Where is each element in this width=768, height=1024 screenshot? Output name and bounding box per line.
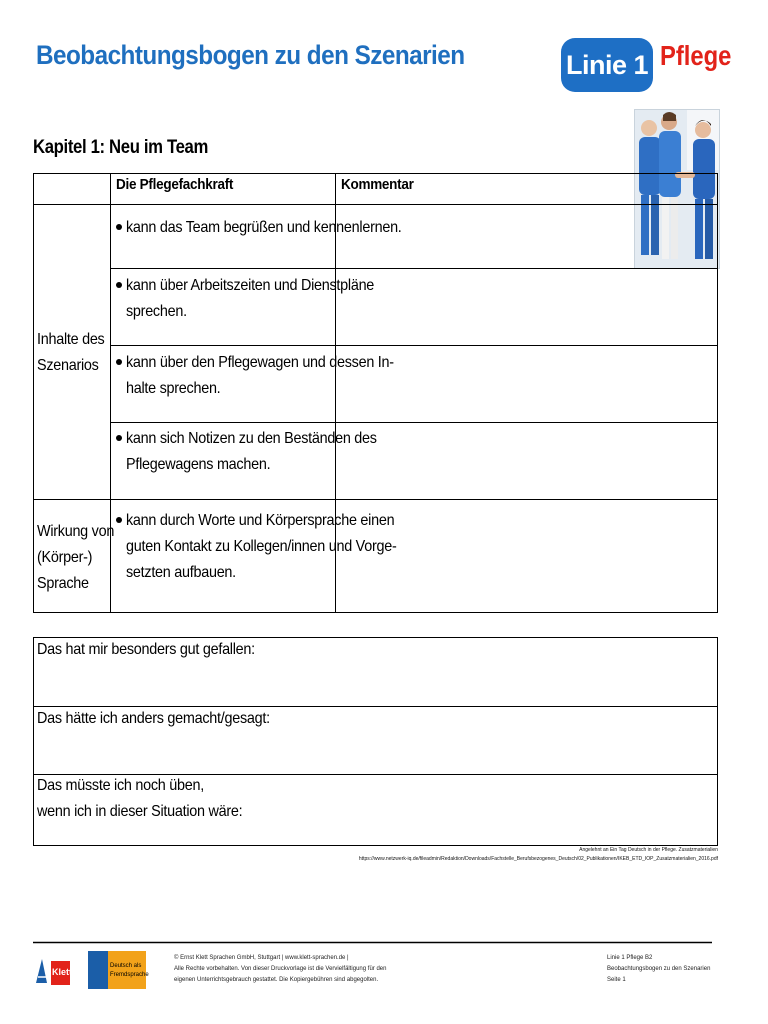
row-text: kann das Team begrüßen und kennenlernen.	[126, 219, 402, 236]
daf-logo-line: Fremdsprache	[110, 972, 149, 978]
footer-meta	[607, 953, 710, 986]
footer-copyright-line: Alle Rechte vorbehalten. Von dieser Druckvorlage ist die Vervielfältigung für den	[174, 966, 387, 972]
daf-logo-blue	[88, 951, 108, 989]
comment-cell[interactable]	[336, 346, 717, 422]
logo-pflege-word: Pflege	[660, 40, 732, 71]
daf-logo-text	[110, 962, 149, 980]
group-label-wirkung	[37, 519, 123, 597]
daf-logo	[88, 951, 149, 989]
comment-cell[interactable]	[336, 423, 717, 499]
row-text: halte sprechen.	[126, 380, 221, 397]
bullet-icon	[116, 359, 122, 365]
row-text: kann über Arbeitszeiten und Dienstpläne	[126, 277, 375, 294]
row-text: guten Kontakt zu Kollegen/innen und Vorge-	[126, 538, 397, 555]
daf-logo-line: Deutsch als	[110, 963, 142, 969]
page-title: Beobachtungsbogen zu den Szenarien	[36, 40, 465, 70]
footer-meta-line: Seite 1	[607, 977, 626, 983]
feedback-practice-line: Das müsste ich noch üben,	[37, 777, 204, 794]
footer-copyright-line: eigenen Unterrichtsgebrauch gestattet. Die Kopiergebühren sind abgegolten.	[174, 977, 379, 983]
comment-cell[interactable]	[336, 269, 717, 345]
feedback-practice-label	[37, 773, 265, 825]
comment-cell[interactable]	[336, 500, 717, 612]
group-label-inhalte	[37, 327, 112, 379]
bullet-icon	[116, 517, 122, 523]
chapter-heading: Kapitel 1: Neu im Team	[33, 137, 208, 158]
klett-logo	[33, 953, 71, 989]
bullet-icon	[116, 435, 122, 441]
header-pflegefachkraft: Die Pflegefachkraft	[116, 176, 234, 193]
header-kommentar: Kommentar	[341, 176, 414, 193]
source-line-1: Angelehnt an Ein Tag Deutsch in der Pflege. Zusatzmaterialien	[579, 847, 718, 853]
row-text: kann über den Pflegewagen und dessen In-	[126, 354, 394, 371]
bullet-icon	[116, 224, 122, 230]
group-label-line: Wirkung von	[37, 523, 115, 540]
row-text: setzten aufbauen.	[126, 564, 236, 581]
footer-meta-line: Beobachtungsbogen zu den Szenarien	[607, 966, 711, 972]
footer-copyright-line: © Ernst Klett Sprachen GmbH, Stuttgart | www.klett-sprachen.de |	[174, 955, 349, 961]
group-label-line: Szenarios	[37, 357, 99, 374]
row-text: kann durch Worte und Körpersprache einen	[126, 512, 395, 529]
row-text: sprechen.	[126, 303, 187, 320]
group-label-line: Inhalte des	[37, 331, 105, 348]
footer-meta-line: Linie 1 Pflege B2	[607, 955, 653, 961]
group-label-line: (Körper-)	[37, 549, 93, 566]
klett-logo-text: Klett	[52, 967, 72, 977]
feedback-practice-line: wenn ich in dieser Situation wäre:	[37, 803, 243, 820]
feedback-different-label: Das hätte ich anders gemacht/gesagt:	[37, 710, 270, 727]
feedback-liked-label: Das hat mir besonders gut gefallen:	[37, 641, 255, 658]
row-text: Pflegewagens machen.	[126, 456, 271, 473]
footer-copyright	[174, 953, 386, 986]
bullet-icon	[116, 282, 122, 288]
group-label-line: Sprache	[37, 575, 89, 592]
comment-cell[interactable]	[336, 205, 717, 268]
source-line-2: https://www.netzwerk-iq.de/fileadmin/Redaktion/Downloads/Fachstelle_Berufsbezogenes_Deutsch/02_Publikationen/IKEB_ETD_IOP_Zusatzmaterialien_2016.pdf	[358, 856, 718, 862]
linie1-logo: Linie 1	[561, 38, 653, 92]
row-text: kann sich Notizen zu den Beständen des	[126, 430, 377, 447]
